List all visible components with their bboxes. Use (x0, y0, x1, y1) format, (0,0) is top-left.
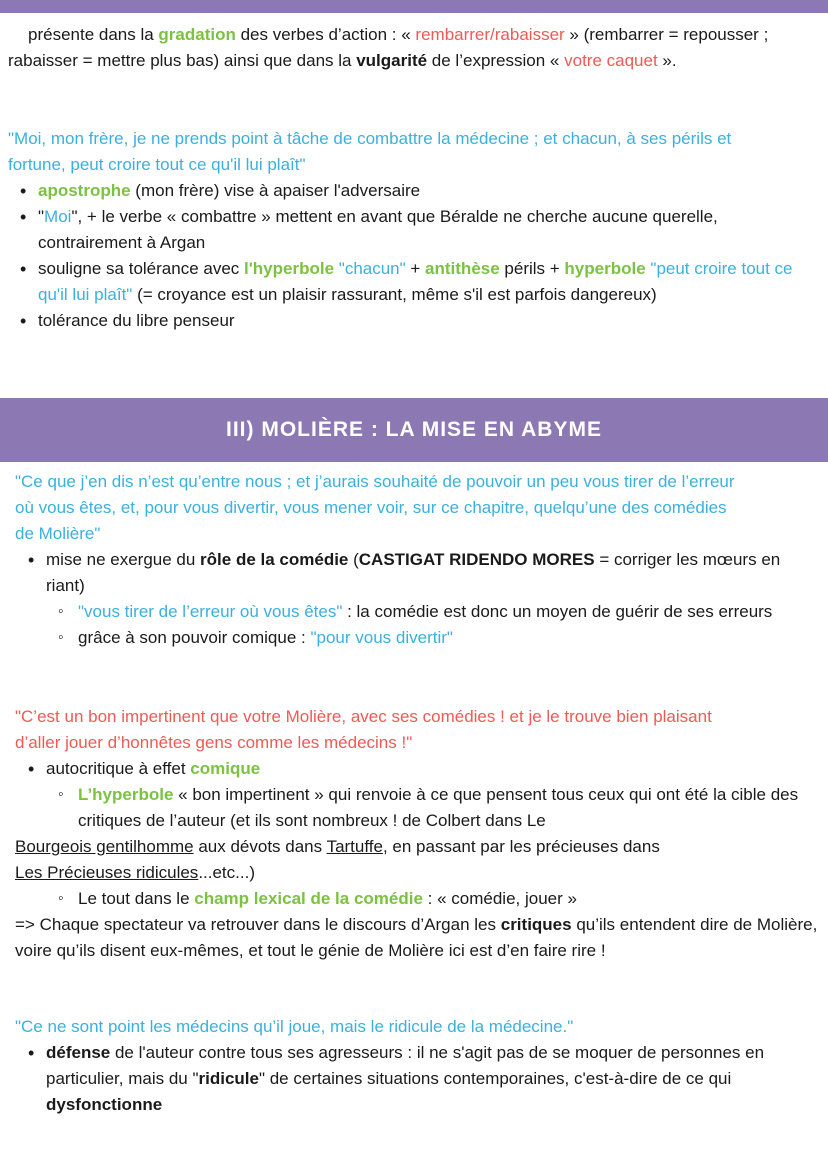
quote4-list (0, 1040, 828, 1118)
vulgarite-term: vulgarité (356, 51, 428, 70)
intro-text: des verbes d’action : « (235, 25, 416, 44)
list-item: • tolérance du libre penseur (0, 308, 828, 334)
intro-text: ». (657, 51, 677, 70)
sub-list-item: ◦ Le tout dans le champ lexical de la comédie : « comédie, jouer » (0, 886, 828, 912)
intro-text: présente dans la (28, 25, 159, 44)
quote3-block (0, 704, 828, 964)
list-item: • autocritique à effet comique (0, 756, 828, 782)
list-item: • défense de l'auteur contre tous ses agresseurs : il ne s'agit pas de se moquer de personnes en particulier, mais du "ridicule" de certaines situations contemporaines, c'est-à-dire de ce qui dysfonctionne (0, 1040, 828, 1118)
quote2-block (0, 469, 828, 651)
section-header: III) MOLIÈRE : LA MISE EN ABYME (0, 398, 828, 462)
quote1-block (0, 126, 828, 334)
intro-paragraph (0, 22, 828, 74)
quote3-list-2 (0, 886, 828, 912)
sub-list-item: ◦ grâce à son pouvoir comique : "pour vous divertir" (0, 625, 828, 651)
list-item: • souligne sa tolérance avec l'hyperbole "chacun" + antithèse périls + hyperbole "peut croire tout ce qu'il lui plaît" (= croyance est un plaisir rassurant, même s'il est parfois dangereux) (0, 256, 828, 308)
quote1-text: "Moi, mon frère, je ne prends point à tâche de combattre la médecine ; et chacun, à ses périls et fortune, peut croire tout ce qu'il lui plaît" (8, 129, 732, 174)
quote2-text: "Ce que j’en dis n’est qu’entre nous ; et j’aurais souhaité de pouvoir un peu vous tirer de l’erreur où vous êtes, et, pour vous divertir, vous mener voir, sur ce chapitre, quelqu’une des comédies de Molière" (15, 472, 735, 543)
list-item: • mise ne exergue du rôle de la comédie (CASTIGAT RIDENDO MORES = corriger les mœurs en riant) (0, 547, 828, 599)
top-accent-bar (0, 0, 828, 13)
gradation-term: gradation (158, 25, 236, 44)
conclusion-text: => Chaque spectateur va retrouver dans le discours d’Argan les critiques qu’ils entendent dire de Molière, voire qu’ils disent eux-mêmes, et tout le génie de Molière ici est d’en faire rire ! (15, 915, 818, 960)
quote4-block (0, 1014, 828, 1118)
sub-list-item: ◦ L’hyperbole « bon impertinent » qui renvoie à ce que pensent tous ceux qui ont été la cible des critiques de l’auteur (et ils sont nombreux ! de Colbert dans Le (0, 782, 828, 834)
list-item: • "Moi", + le verbe « combattre » mettent en avant que Béralde ne cherche aucune querelle, contrairement à Argan (0, 204, 828, 256)
quote4-text: "Ce ne sont point les médecins qu’il joue, mais le ridicule de la médecine." (15, 1017, 574, 1036)
quote1-list (0, 178, 828, 334)
intro-text: de l’expression « (427, 51, 565, 70)
sub-list-item: ◦ "vous tirer de l’erreur où vous êtes" : la comédie est donc un moyen de guérir de ses erreurs (0, 599, 828, 625)
list-continuation: Bourgeois gentilhomme aux dévots dans Tartuffe, en passant par les précieuses dans Les Précieuses ridicules...etc...) (15, 837, 660, 882)
caquet-quote: votre caquet (564, 51, 658, 70)
quote3-list (0, 756, 828, 834)
quote2-list (0, 547, 828, 651)
verbs-quote: rembarrer/rabaisser (415, 25, 565, 44)
list-item: • apostrophe (mon frère) vise à apaiser l'adversaire (0, 178, 828, 204)
quote3-text: "C’est un bon impertinent que votre Molière, avec ses comédies ! et je le trouve bien plaisant d’aller jouer d’honnêtes gens comme les médecins !" (15, 707, 712, 752)
intro-text: » (rembarrer = repousser ; rabaisser = mettre plus bas) ainsi que dans la (8, 25, 769, 70)
